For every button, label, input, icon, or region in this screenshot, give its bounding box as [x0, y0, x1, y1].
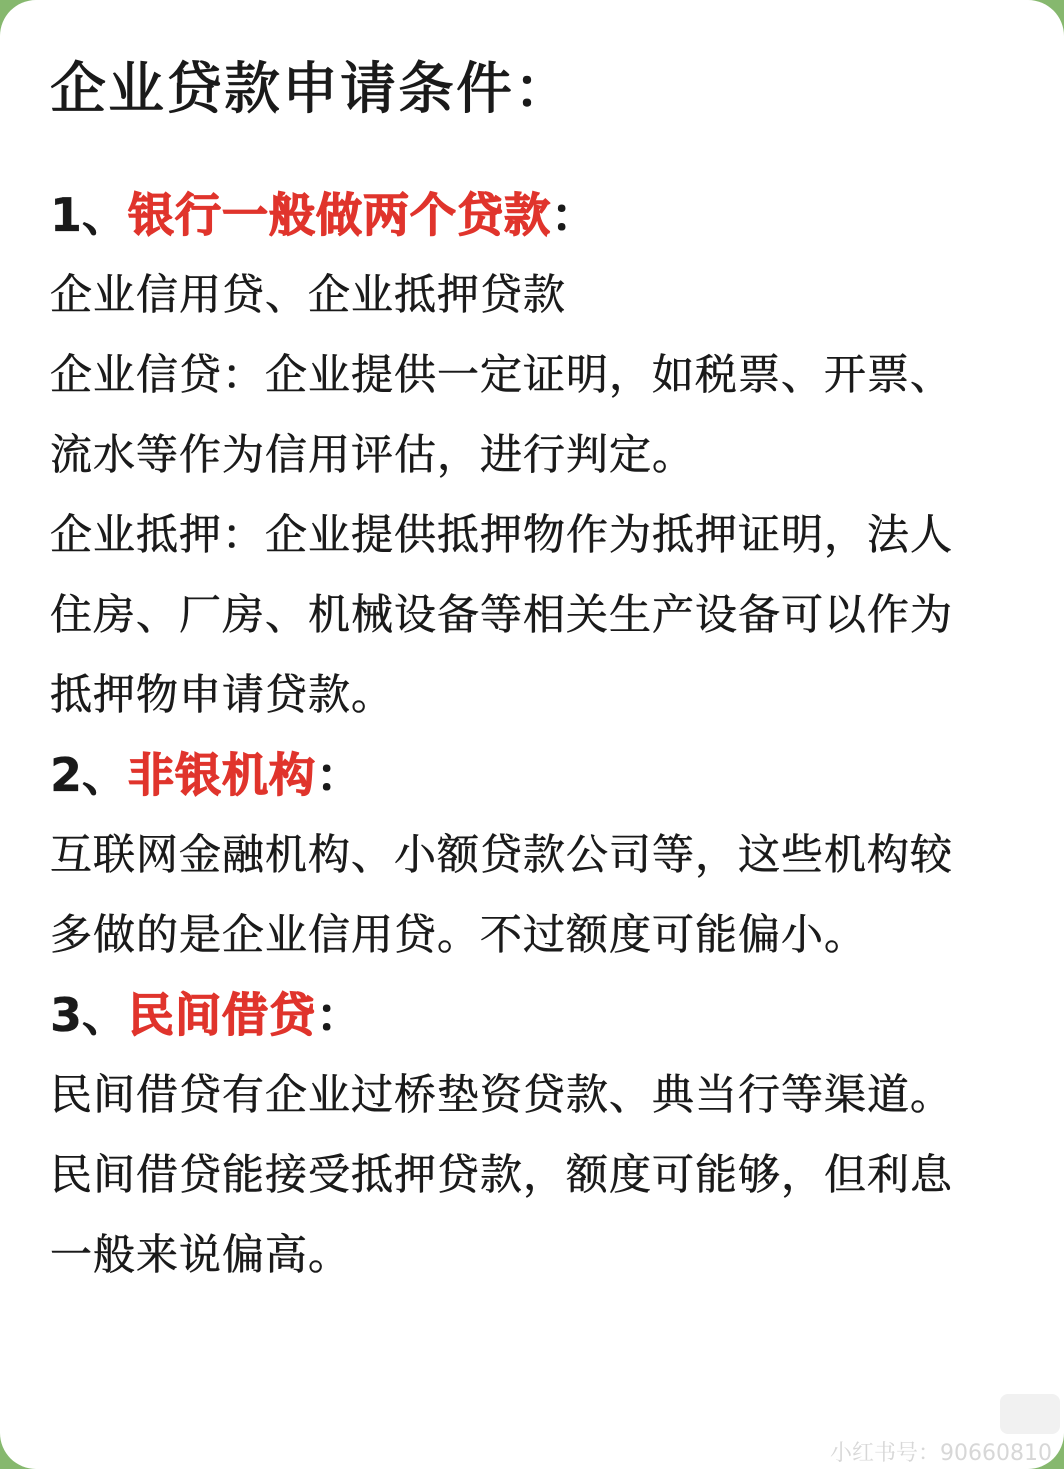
section-number: 1、	[50, 188, 129, 242]
section-body-2	[50, 815, 1050, 975]
body-line: 民间借贷能接受抵押贷款，额度可能够，但利息	[50, 1150, 954, 1199]
section-number: 2、	[50, 748, 129, 802]
section-title-highlight: 非银机构	[128, 748, 317, 802]
watermark-text: 小红书号：90660810	[830, 1441, 1052, 1466]
section-colon: ：	[316, 988, 363, 1042]
body-line: 流水等作为信用评估，进行判定。	[50, 430, 696, 479]
section-colon: ：	[551, 188, 598, 242]
section-title-highlight: 民间借贷	[128, 988, 317, 1042]
body-line: 企业信用贷、企业抵押贷款	[50, 270, 567, 319]
watermark-logo-icon	[1000, 1394, 1060, 1434]
section-title-highlight: 银行一般做两个贷款	[128, 188, 552, 242]
section-number: 3、	[50, 988, 129, 1042]
section-heading-2	[50, 735, 1050, 815]
section-colon: ：	[316, 748, 363, 802]
body-line: 多做的是企业信用贷。不过额度可能偏小。	[50, 910, 868, 959]
document-content	[50, 52, 1050, 1295]
body-line: 企业抵押：企业提供抵押物作为抵押证明，法人	[50, 510, 954, 559]
section-body-3	[50, 1055, 1050, 1295]
body-line: 互联网金融机构、小额贷款公司等，这些机构较	[50, 830, 954, 879]
body-line: 抵押物申请贷款。	[50, 670, 395, 719]
page-title: 企业贷款申请条件：	[50, 57, 572, 122]
body-line: 企业信贷：企业提供一定证明，如税票、开票、	[50, 350, 954, 399]
body-line: 住房、厂房、机械设备等相关生产设备可以作为	[50, 590, 954, 639]
section-heading-3	[50, 975, 1050, 1055]
section-body-1	[50, 255, 1050, 735]
section-heading-1	[50, 175, 1050, 255]
body-line: 民间借贷有企业过桥垫资贷款、典当行等渠道。	[50, 1070, 954, 1119]
body-line: 一般来说偏高。	[50, 1230, 352, 1279]
